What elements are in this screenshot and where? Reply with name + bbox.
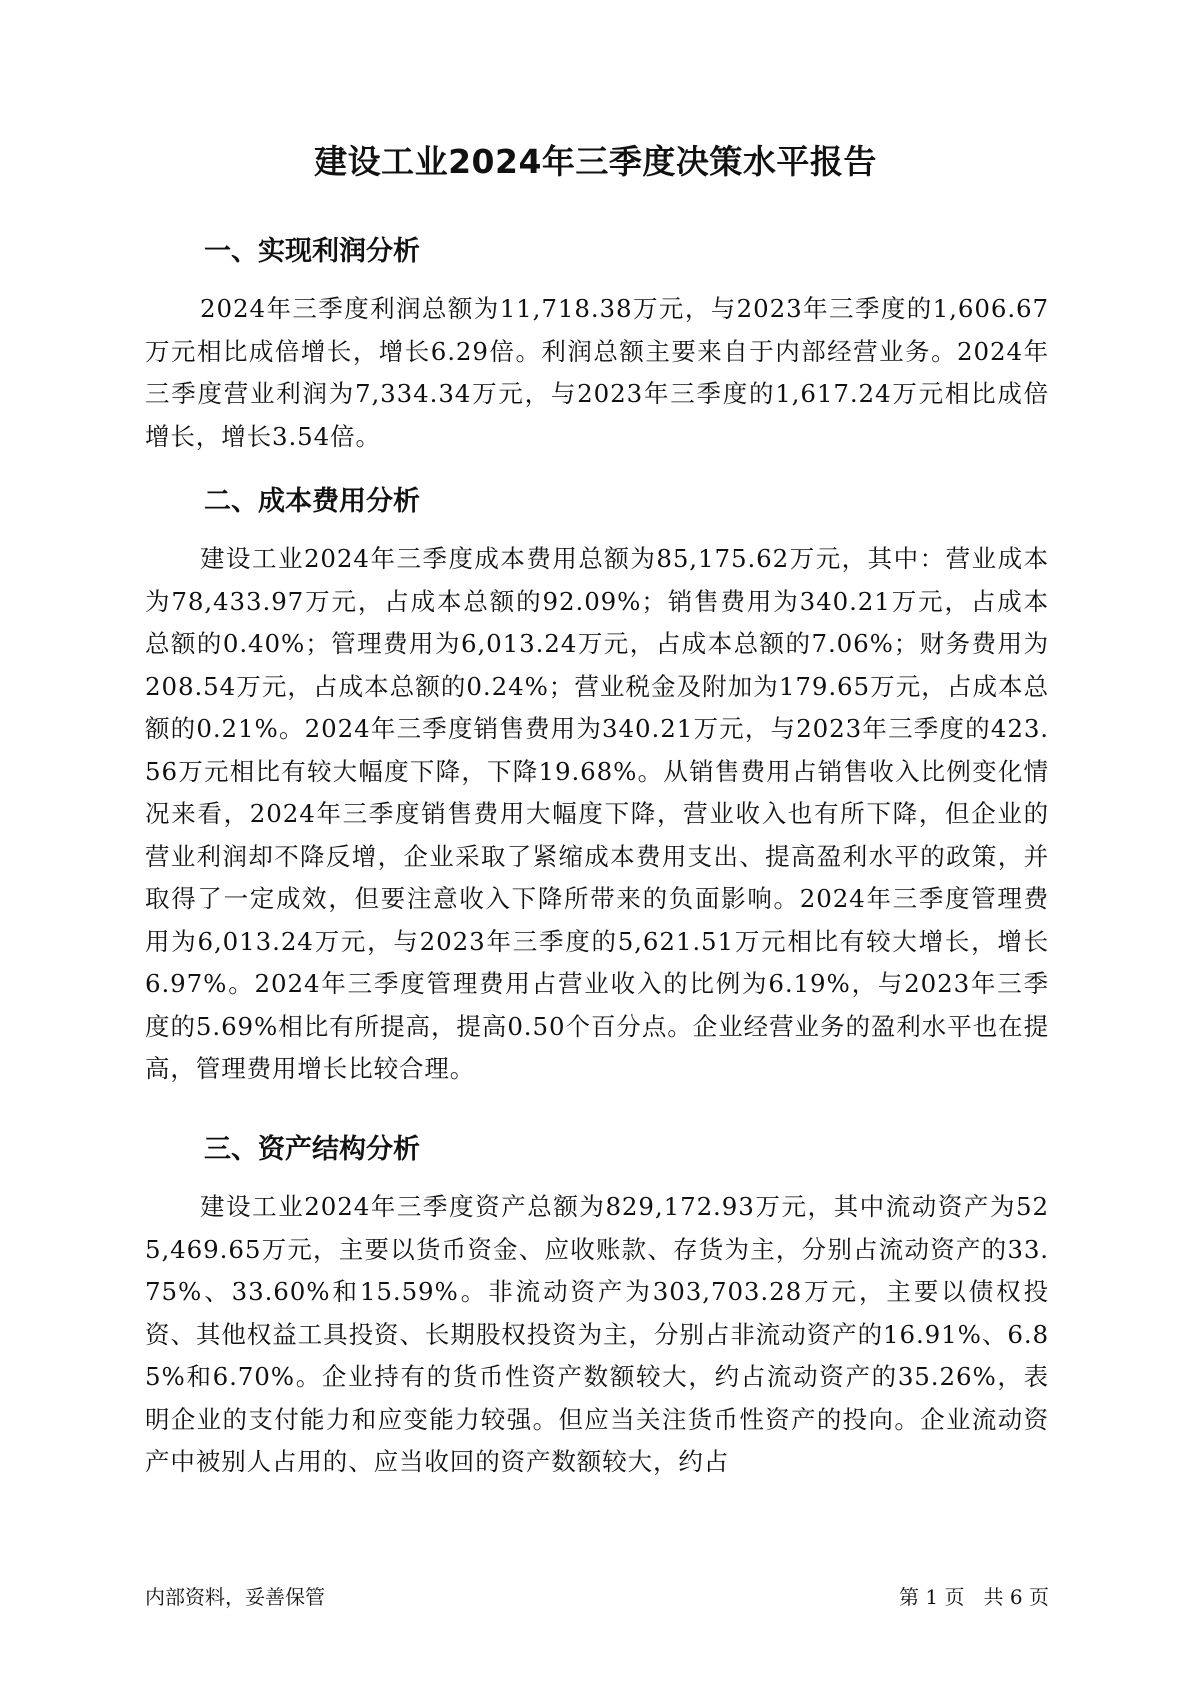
confidentiality-note: 内部资料，妥善保管 [145, 1585, 325, 1609]
section-heading: 三、资产结构分析 [204, 1134, 420, 1165]
page-number: 第 1 页 共 6 页 [899, 1585, 1049, 1609]
section-body: 建设工业2024年三季度资产总额为829,172.93万元，其中流动资产为525,469.65万元，主要以货币资金、应收账款、存货为主，分别占流动资产的33.75%、33.60%和15.59%。非流动资产为303,703.28万元，主要以债权投资、其他权益工具投资、长期股权投资为主，分别占非流动资产的16.91%、6.85%和6.70%。企业持有的货币性资产数额较大，约占流动资产的35.26%，表明企业的支付能力和应变能力较强。但应当关注货币性资产的投向。企业流动资产中被别人占用的、应当收回的资产数额较大，约占 [145, 1192, 1049, 1476]
page-footer [145, 1582, 1049, 1612]
document-title: 建设工业2024年三季度决策水平报告 [314, 142, 877, 181]
section-body: 2024年三季度利润总额为11,718.38万元，与2023年三季度的1,606.67万元相比成倍增长，增长6.29倍。利润总额主要来自于内部经营业务。2024年三季度营业利润为7,334.34万元，与2023年三季度的1,617.24万元相比成倍增长，增长3.54倍。 [145, 294, 1049, 451]
section-profit-analysis [145, 234, 1049, 458]
section-cost-analysis [145, 484, 1049, 1091]
section-heading: 一、实现利润分析 [204, 236, 420, 267]
section-asset-structure-analysis [145, 1132, 1049, 1484]
section-heading: 二、成本费用分析 [204, 486, 420, 517]
section-body: 建设工业2024年三季度成本费用总额为85,175.62万元，其中：营业成本为78,433.97万元，占成本总额的92.09%；销售费用为340.21万元，占成本总额的0.40%；管理费用为6,013.24万元，占成本总额的7.06%；财务费用为208.54万元，占成本总额的0.24%；营业税金及附加为179.65万元，占成本总额的0.21%。2024年三季度销售费用为340.21万元，与2023年三季度的423.56万元相比有较大幅度下降，下降19.68%。从销售费用占销售收入比例变化情况来看，2024年三季度销售费用大幅度下降，营业收入也有所下降，但企业的营业利润却不降反增，企业采取了紧缩成本费用支出、提高盈利水平的政策，并取得了一定成效，但要注意收入下降所带来的负面影响。2024年三季度管理费用为6,013.24万元，与2023年三季度的5,621.51万元相比有较大增长，增长6.97%。2024年三季度管理费用占营业收入的比例为6.19%，与2023年三季度的5.69%相比有所提高，提高0.50个百分点。企业经营业务的盈利水平也在提高，管理费用增长比较合理。 [145, 544, 1049, 1083]
